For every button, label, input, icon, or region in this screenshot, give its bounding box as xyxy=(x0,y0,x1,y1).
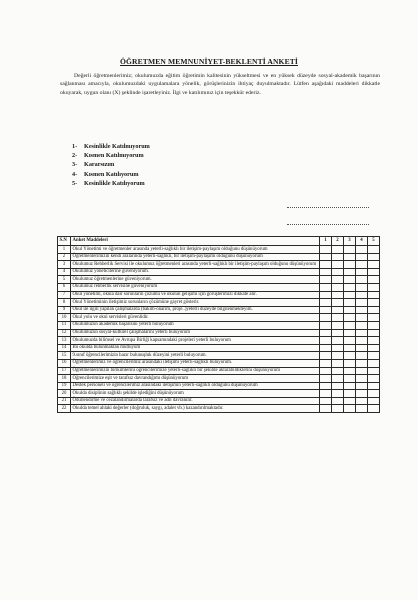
rating-cell-3[interactable] xyxy=(344,246,356,254)
row-statement: Okulumuz rehberlik servisine güveniyorum xyxy=(71,283,320,291)
rating-cell-4[interactable] xyxy=(356,397,368,405)
header-score-3: 3 xyxy=(344,237,356,246)
rating-cell-1[interactable] xyxy=(320,291,332,299)
rating-cell-1[interactable] xyxy=(320,367,332,375)
rating-cell-2[interactable] xyxy=(332,344,344,352)
rating-cell-1[interactable] xyxy=(320,375,332,383)
row-statement: Okulumuzda bilimsel ve Avrupa Birliği kapsamındaki projeleri yeterli buluyorum xyxy=(71,337,320,345)
rating-cell-3[interactable] xyxy=(344,283,356,291)
row-number: 2 xyxy=(58,253,71,261)
rating-cell-2[interactable] xyxy=(332,306,344,314)
scale-item-number: 4- xyxy=(72,170,78,178)
table-row xyxy=(58,306,380,314)
row-statement: Okul ile ilgili yapılan çalışmalarda (bakım-onarım, proje..)yeterli düzeyde bilgilenmekteyim. xyxy=(71,306,320,314)
table-row xyxy=(58,397,380,405)
rating-cell-5[interactable] xyxy=(368,367,380,375)
survey-table xyxy=(57,236,380,413)
row-statement: Okulumuzun sosyal-kültürel çalışmalarını yeterli buluyorum xyxy=(71,329,320,337)
row-number: 16 xyxy=(58,359,71,367)
row-number: 8 xyxy=(58,299,71,307)
row-number: 17 xyxy=(58,367,71,375)
rating-cell-5[interactable] xyxy=(368,329,380,337)
header-score-2: 2 xyxy=(332,237,344,246)
scale-item xyxy=(72,170,150,179)
scale-item xyxy=(72,160,150,169)
rating-cell-1[interactable] xyxy=(320,382,332,390)
rating-cell-5[interactable] xyxy=(368,352,380,360)
rating-cell-2[interactable] xyxy=(332,283,344,291)
rating-cell-4[interactable] xyxy=(356,306,368,314)
table-header-row xyxy=(58,237,380,246)
rating-cell-2[interactable] xyxy=(332,246,344,254)
row-number: 12 xyxy=(58,329,71,337)
table-row xyxy=(58,329,380,337)
header-score-1: 1 xyxy=(320,237,332,246)
scale-item-label: Kesinlikle Katılmıyorum xyxy=(84,143,150,150)
rating-cell-3[interactable] xyxy=(344,314,356,322)
rating-cell-5[interactable] xyxy=(368,375,380,383)
row-number: 7 xyxy=(58,291,71,299)
row-statement: Okul Yönetimi ve öğretmenler arasında yeterli-sağlıklı bir iletişim-paylaşım olduğunu düşünüyorum xyxy=(71,246,320,254)
row-number: 21 xyxy=(58,397,71,405)
row-number: 6 xyxy=(58,283,71,291)
row-statement: Ödüllendirme ve cezalandırmalarda tarafsız ve adil davranılır. xyxy=(71,397,320,405)
row-number: 9 xyxy=(58,306,71,314)
rating-cell-4[interactable] xyxy=(356,405,368,413)
rating-cell-5[interactable] xyxy=(368,405,380,413)
table-row xyxy=(58,291,380,299)
scale-item-number: 2- xyxy=(72,152,78,160)
scale-item-label: Kısmen Katılmıyorum xyxy=(84,152,144,160)
header-score-5: 5 xyxy=(368,237,380,246)
rating-cell-4[interactable] xyxy=(356,261,368,269)
rating-cell-1[interactable] xyxy=(320,390,332,398)
rating-cell-4[interactable] xyxy=(356,299,368,307)
rating-cell-1[interactable] xyxy=(320,306,332,314)
row-statement: Öğretmenlerimiz ve öğrencilerimiz arasındaki iletişimi yeterli-sağlıklı buluyorum. xyxy=(71,359,320,367)
rating-cell-4[interactable] xyxy=(356,359,368,367)
table-row xyxy=(58,261,380,269)
rating-cell-1[interactable] xyxy=(320,283,332,291)
rating-cell-1[interactable] xyxy=(320,405,332,413)
rating-cell-4[interactable] xyxy=(356,382,368,390)
rating-cell-3[interactable] xyxy=(344,359,356,367)
row-statement: Okul yolu ve okul servisleri güvenlidir. xyxy=(71,314,320,322)
rating-cell-3[interactable] xyxy=(344,261,356,269)
row-statement: Okul yönetimi, okula dair sorunların çözümü ve okulun gelişimi için görüşlerimizi dikkate alır. xyxy=(71,291,320,299)
rating-cell-3[interactable] xyxy=(344,405,356,413)
header-number: S.N xyxy=(58,237,71,246)
row-statement: Destek personeli ve öğrencilerimiz arasındaki iletişimin yeterli-sağlıklı olduğunu düşünüyorum xyxy=(71,382,320,390)
rating-cell-4[interactable] xyxy=(356,276,368,284)
table-row xyxy=(58,375,380,383)
rating-cell-2[interactable] xyxy=(332,405,344,413)
rating-cell-4[interactable] xyxy=(356,253,368,261)
rating-cell-5[interactable] xyxy=(368,306,380,314)
scale-item-number: 1- xyxy=(72,143,78,150)
row-statement: Okulumuz öğretmenlerine güveniyorum. xyxy=(71,276,320,284)
table-row xyxy=(58,405,380,413)
rating-cell-1[interactable] xyxy=(320,268,332,276)
rating-cell-1[interactable] xyxy=(320,344,332,352)
row-statement: Okulumuzun akademik başarısını yeterli buluyorum xyxy=(71,321,320,329)
table-row xyxy=(58,321,380,329)
rating-cell-2[interactable] xyxy=(332,268,344,276)
rating-cell-3[interactable] xyxy=(344,329,356,337)
rating-cell-1[interactable] xyxy=(320,321,332,329)
row-statement: 9.sınıf öğrencilerimizin hazır bulunuşluk düzeyini yeterli buluyorum. xyxy=(71,352,320,360)
rating-cell-1[interactable] xyxy=(320,299,332,307)
row-statement: Bu okulda bulunmaktan mutluyum xyxy=(71,344,320,352)
rating-cell-2[interactable] xyxy=(332,299,344,307)
scale-item xyxy=(72,142,150,151)
rating-cell-4[interactable] xyxy=(356,337,368,345)
row-statement: Okulda temel ahlaki değerler (doğruluk, saygı, adalet vb.) kazandırılmaktadır. xyxy=(71,405,320,413)
rating-cell-1[interactable] xyxy=(320,261,332,269)
table-row xyxy=(58,352,380,360)
table-row xyxy=(58,390,380,398)
rating-cell-5[interactable] xyxy=(368,382,380,390)
scale-item-number: 5- xyxy=(72,179,78,187)
rating-cell-4[interactable] xyxy=(356,283,368,291)
survey-title: ÖĞRETMEN MEMNUNİYET-BEKLENTİ ANKETİ xyxy=(120,57,298,66)
rating-cell-1[interactable] xyxy=(320,314,332,322)
rating-cell-3[interactable] xyxy=(344,291,356,299)
rating-cell-4[interactable] xyxy=(356,329,368,337)
rating-cell-2[interactable] xyxy=(332,321,344,329)
rating-cell-3[interactable] xyxy=(344,352,356,360)
rating-cell-1[interactable] xyxy=(320,253,332,261)
rating-cell-5[interactable] xyxy=(368,261,380,269)
table-row xyxy=(58,382,380,390)
rating-cell-2[interactable] xyxy=(332,253,344,261)
row-statement: Okulumuz yöneticilerine güveniyorum. xyxy=(71,268,320,276)
table-row xyxy=(58,246,380,254)
rating-cell-3[interactable] xyxy=(344,299,356,307)
rating-cell-3[interactable] xyxy=(344,367,356,375)
rating-cell-5[interactable] xyxy=(368,291,380,299)
row-number: 22 xyxy=(58,405,71,413)
rating-cell-5[interactable] xyxy=(368,314,380,322)
rating-cell-2[interactable] xyxy=(332,382,344,390)
rating-cell-1[interactable] xyxy=(320,397,332,405)
rating-cell-5[interactable] xyxy=(368,359,380,367)
row-statement: Okul Yönetiminin iletişimiz sorunların çözümüne gayret gösterir. xyxy=(71,299,320,307)
row-statement: Öğrencilerimize eşit ve tarafsız davrandığımı düşünüyorum xyxy=(71,375,320,383)
rating-cell-2[interactable] xyxy=(332,276,344,284)
row-number: 11 xyxy=(58,321,71,329)
table-row xyxy=(58,276,380,284)
rating-cell-3[interactable] xyxy=(344,397,356,405)
table-row xyxy=(58,314,380,322)
header-score-4: 4 xyxy=(356,237,368,246)
row-number: 18 xyxy=(58,375,71,383)
row-number: 5 xyxy=(58,276,71,284)
rating-cell-4[interactable] xyxy=(356,321,368,329)
rating-cell-5[interactable] xyxy=(368,390,380,398)
rating-cell-3[interactable] xyxy=(344,253,356,261)
signature-line[interactable] xyxy=(287,207,369,208)
table-row xyxy=(58,344,380,352)
rating-cell-4[interactable] xyxy=(356,375,368,383)
rating-cell-4[interactable] xyxy=(356,390,368,398)
rating-cell-4[interactable] xyxy=(356,352,368,360)
rating-cell-2[interactable] xyxy=(332,337,344,345)
rating-cell-1[interactable] xyxy=(320,352,332,360)
rating-cell-2[interactable] xyxy=(332,390,344,398)
rating-cell-2[interactable] xyxy=(332,291,344,299)
rating-cell-4[interactable] xyxy=(356,246,368,254)
rating-cell-4[interactable] xyxy=(356,291,368,299)
rating-cell-2[interactable] xyxy=(332,314,344,322)
row-number: 20 xyxy=(58,390,71,398)
rating-cell-5[interactable] xyxy=(368,253,380,261)
scale-item xyxy=(72,179,150,188)
rating-cell-3[interactable] xyxy=(344,321,356,329)
rating-cell-5[interactable] xyxy=(368,276,380,284)
row-statement: Öğretmenlerimizin kendi aralarında yeterli-sağlıklı, bir iletişim-paylaşımı olduğunu düşünüyorum xyxy=(71,253,320,261)
rating-cell-2[interactable] xyxy=(332,367,344,375)
rating-cell-2[interactable] xyxy=(332,329,344,337)
rating-cell-5[interactable] xyxy=(368,321,380,329)
rating-cell-3[interactable] xyxy=(344,382,356,390)
scale-item xyxy=(72,151,150,160)
scale-item-number: 3- xyxy=(72,161,78,169)
rating-cell-5[interactable] xyxy=(368,344,380,352)
rating-cell-5[interactable] xyxy=(368,397,380,405)
rating-cell-2[interactable] xyxy=(332,397,344,405)
rating-scale-legend xyxy=(72,142,150,188)
table-row xyxy=(58,283,380,291)
row-number: 14 xyxy=(58,344,71,352)
table-row xyxy=(58,367,380,375)
header-items: Anket Maddeleri xyxy=(71,237,320,246)
rating-cell-5[interactable] xyxy=(368,337,380,345)
scale-item-label: Kesinlikle Katılıyorum xyxy=(84,179,145,187)
table-row xyxy=(58,268,380,276)
rating-cell-3[interactable] xyxy=(344,344,356,352)
row-statement: Öğretmenlerimizin birikimlerini öğrencilerimize yeterli-sağlıklı bir şekilde aktarabildiklerini düşünüyorum xyxy=(71,367,320,375)
table-row xyxy=(58,359,380,367)
rating-cell-1[interactable] xyxy=(320,246,332,254)
scale-item-label: Kararsızım xyxy=(84,161,115,169)
rating-cell-3[interactable] xyxy=(344,375,356,383)
table-row xyxy=(58,299,380,307)
rating-cell-4[interactable] xyxy=(356,367,368,375)
signature-line[interactable] xyxy=(287,224,369,225)
row-number: 13 xyxy=(58,337,71,345)
rating-cell-4[interactable] xyxy=(356,314,368,322)
scale-item-label: Kısmen Katılıyorum xyxy=(84,170,139,178)
rating-cell-2[interactable] xyxy=(332,375,344,383)
row-number: 15 xyxy=(58,352,71,360)
row-number: 4 xyxy=(58,268,71,276)
row-number: 1 xyxy=(58,246,71,254)
rating-cell-1[interactable] xyxy=(320,329,332,337)
rating-cell-1[interactable] xyxy=(320,276,332,284)
rating-cell-3[interactable] xyxy=(344,337,356,345)
row-number: 10 xyxy=(58,314,71,322)
rating-cell-5[interactable] xyxy=(368,299,380,307)
rating-cell-1[interactable] xyxy=(320,359,332,367)
rating-cell-3[interactable] xyxy=(344,276,356,284)
rating-cell-2[interactable] xyxy=(332,261,344,269)
row-number: 19 xyxy=(58,382,71,390)
rating-cell-4[interactable] xyxy=(356,344,368,352)
table-row xyxy=(58,253,380,261)
rating-cell-4[interactable] xyxy=(356,268,368,276)
rating-cell-2[interactable] xyxy=(332,352,344,360)
rating-cell-5[interactable] xyxy=(368,268,380,276)
row-statement: Okulumuz Rehberlik Servisi ile okulumuz öğretmenleri arasında yeterli-sağlıklı bir iletişim-paylaşım olduğunu düşünüyorum xyxy=(71,261,320,269)
rating-cell-3[interactable] xyxy=(344,390,356,398)
table-row xyxy=(58,337,380,345)
rating-cell-2[interactable] xyxy=(332,359,344,367)
rating-cell-5[interactable] xyxy=(368,246,380,254)
row-number: 3 xyxy=(58,261,71,269)
row-statement: Okulda disiplinin sağlıklı şekilde işlediğini düşünüyorum xyxy=(71,390,320,398)
rating-cell-1[interactable] xyxy=(320,337,332,345)
intro-paragraph: Değerli öğretmenlerimiz; okulumuzda eğitim öğretimin kalitesinin yükseltmesi ve en yüksek düzeyde sosyal-akademik başarının sağlanması amacıyla, okulumuzdaki uygulamalara yönelik, görüşlerinizin ihtiyaç duyulmaktadır. Lütfen aşağıdaki maddeleri dikkatle okuyarak, uygun olanı (X) şeklinde işaretleyiniz. İlgi ve katılımınız için teşekkür ederiz. xyxy=(60,73,380,96)
rating-cell-5[interactable] xyxy=(368,283,380,291)
rating-cell-3[interactable] xyxy=(344,306,356,314)
rating-cell-3[interactable] xyxy=(344,268,356,276)
